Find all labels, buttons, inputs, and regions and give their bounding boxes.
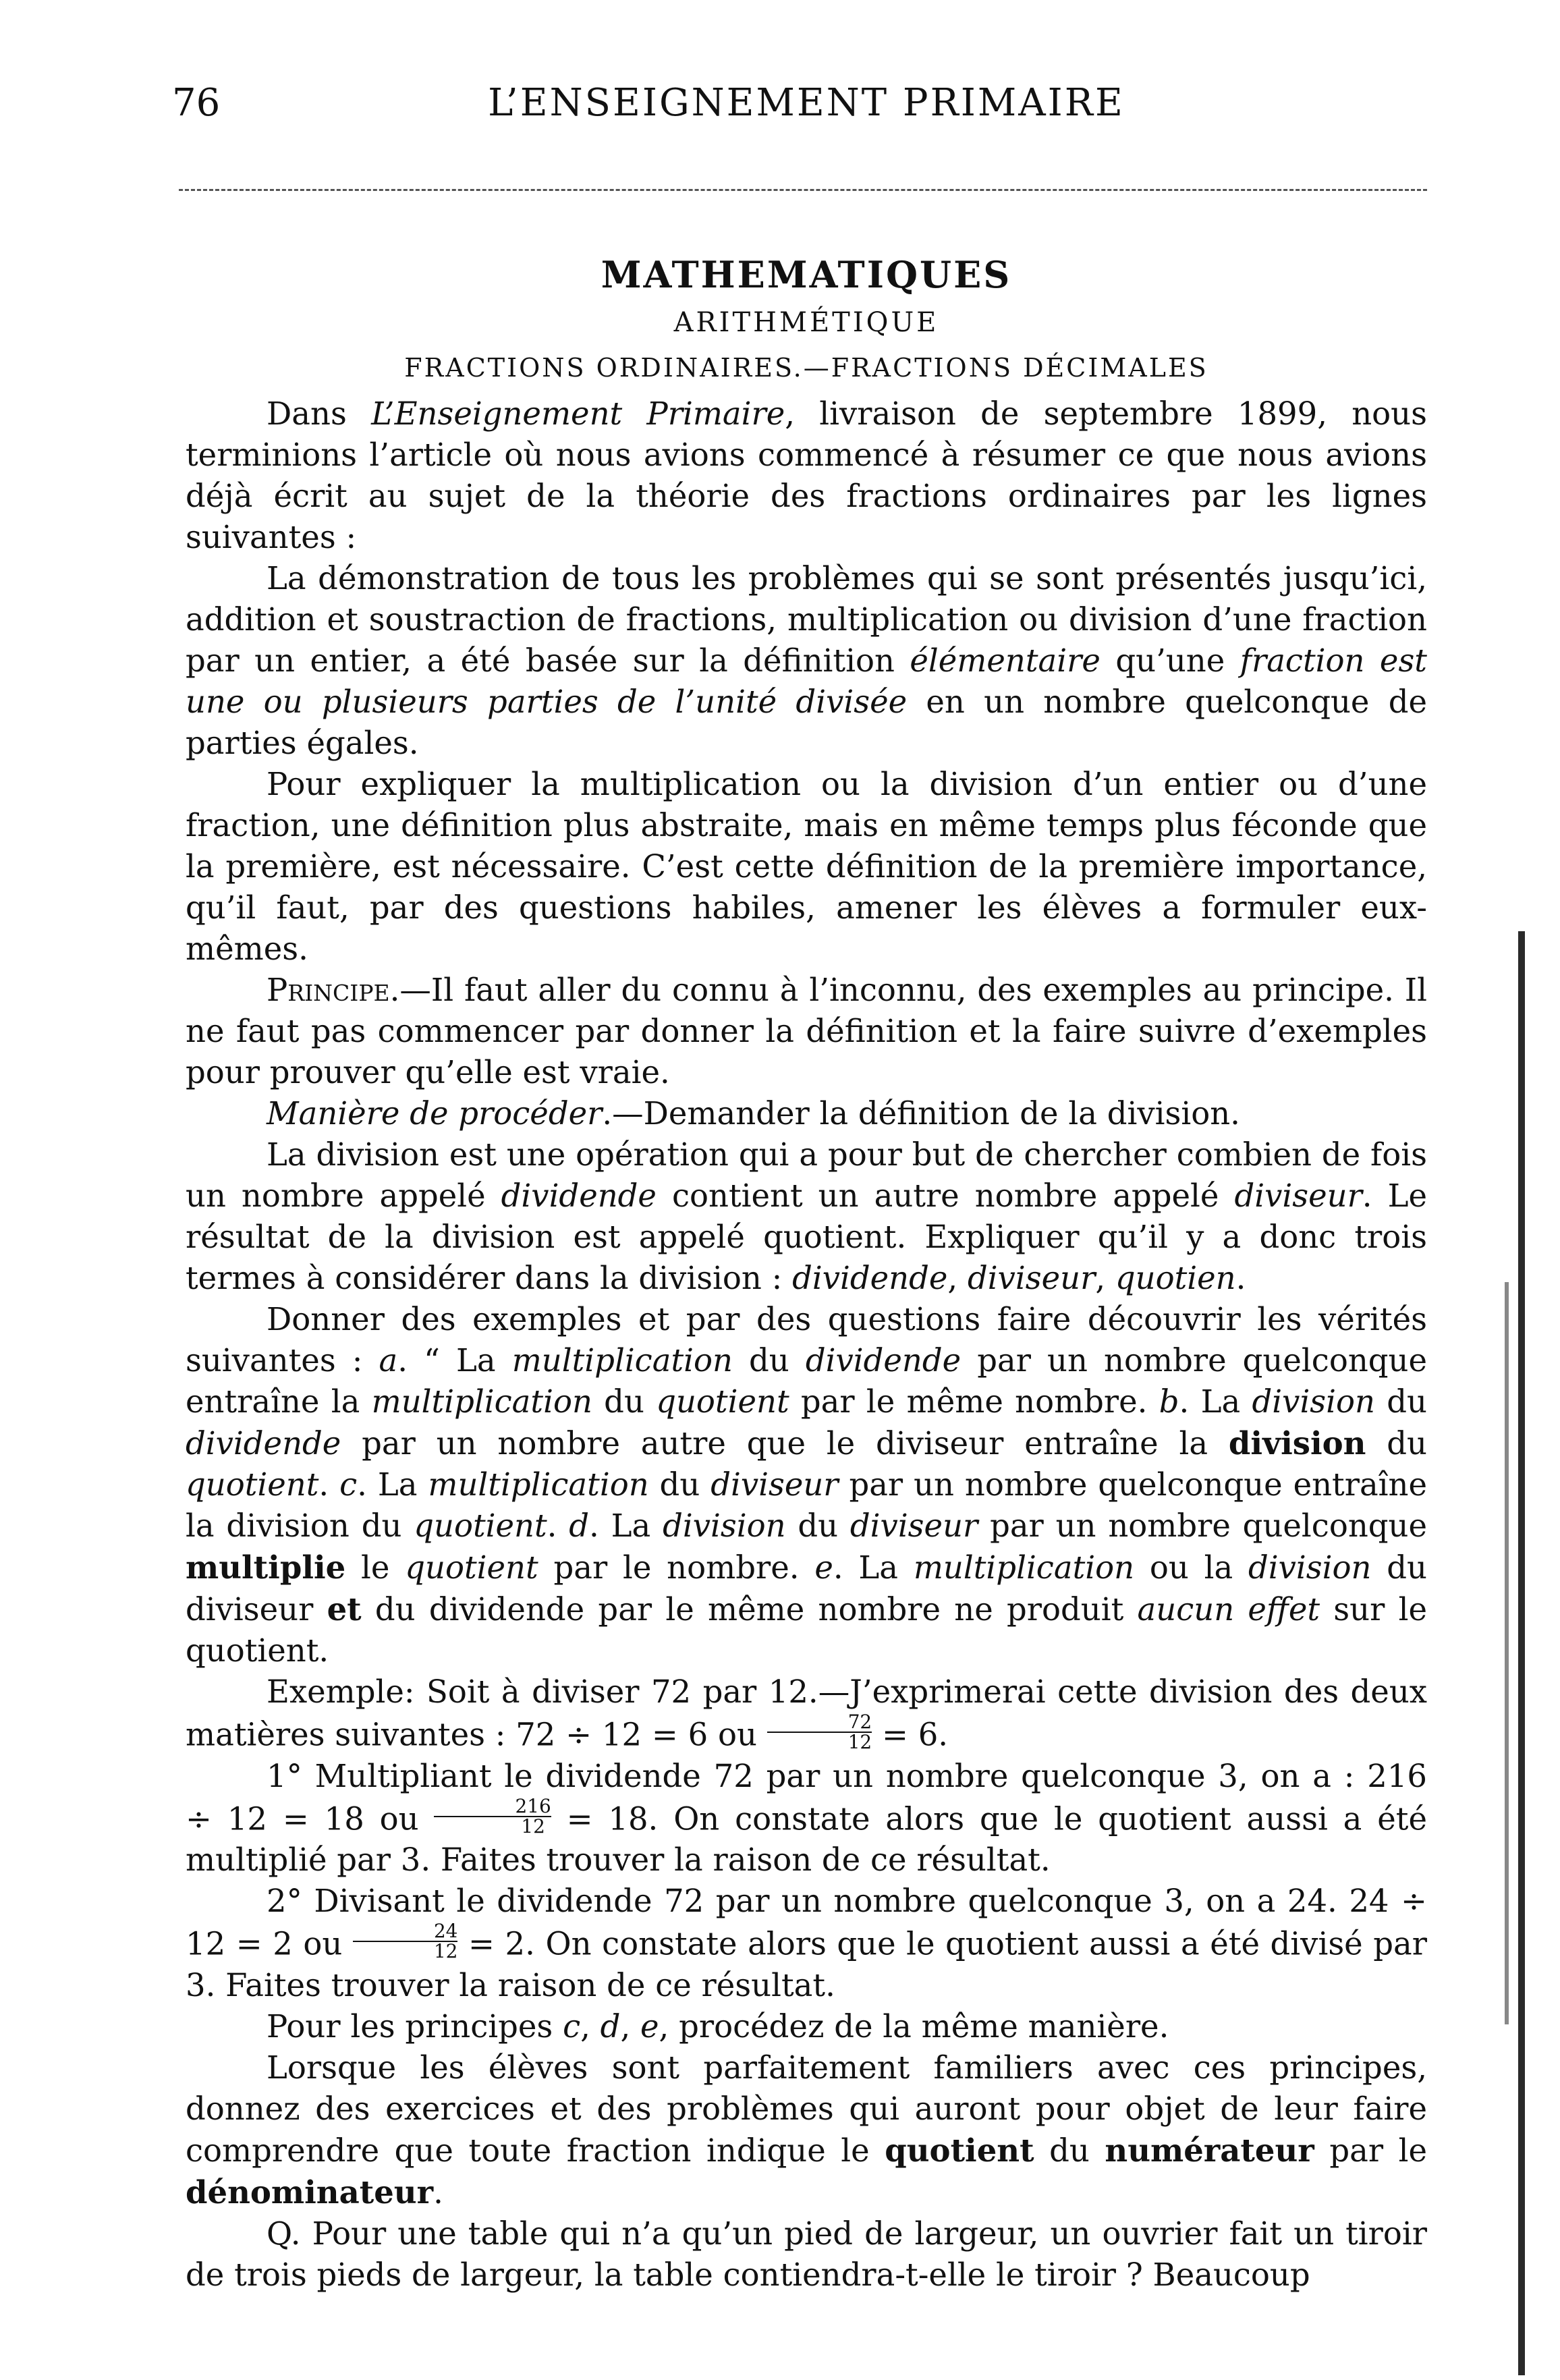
paragraph-intro: Dans L’Enseignement Primaire, livraison de septembre 1899, nous terminions l’article où nous avions commencé à résumer ce que nous avions déjà écrit au sujet de la théorie des fractions ordinaires par les lignes suivantes : xyxy=(186,395,1427,555)
fraction-24-12: $\frac{24}{12}$ xyxy=(353,1922,458,1961)
paragraph-demonstration: La démonstration de tous les problèmes qui se sont présentés jusqu’ici, addition et soustraction de fractions, multiplication ou division d’une fraction par un entier, a été basée sur la définition élémentaire qu’une fraction est une ou plusieurs parties de l’unité divisée en un nombre quelconque de parties égales. xyxy=(186,560,1428,761)
running-title: L’ENSEIGNEMENT PRIMAIRE xyxy=(488,81,1125,125)
page-header xyxy=(172,81,1427,128)
paragraph-expliquer: Pour expliquer la multiplication ou la division d’un entier ou d’une fraction, une définition plus abstraite, mais en même temps plus féconde que la première, est nécessaire. C’est cette définition de la première importance, qu’il faut, par des questions habiles, amener les élèves a formuler eux-mêmes. xyxy=(186,766,1427,967)
fraction-72-12: $\frac{72}{12}$ xyxy=(767,1713,872,1752)
page xyxy=(172,81,1428,2296)
page-edge-shadow-inner xyxy=(1505,1282,1509,2024)
header-rule xyxy=(179,189,1427,191)
section-title: MATHEMATIQUES xyxy=(601,253,1012,296)
fraction-216-12: $\frac{216}{12}$ xyxy=(434,1797,551,1836)
paragraph-division-definition: La division est une opération qui a pour but de chercher combien de fois un nombre appelé dividende contient un autre nombre appelé diviseur. Le résultat de la division est appelé quotient. Expliquer qu’il y a donc trois termes à considérer dans la division : dividende, diviseur, quotien. xyxy=(186,1136,1427,1296)
section-subtitle: ARITHMÉTIQUE xyxy=(673,307,939,338)
paragraph-divisant: 2° Divisant le dividende 72 par un nombre quelconque 3, on a 24. 24 ÷ 12 = 2 ou $\frac{24}{12}$ = 2. On constate alors que le quotient aussi a été divisé par 3. Faites trouver la raison de ce résultat. xyxy=(186,1883,1427,2004)
article-body xyxy=(186,393,1427,2296)
paragraph-multipliant: 1° Multipliant le dividende 72 par un nombre quelconque 3, on a : 216 ÷ 12 = 18 ou $\frac{216}{12}$ = 18. On constate alors que le quotient aussi a été multiplié par 3. Faites trouver la raison de ce résultat. xyxy=(186,1757,1427,1879)
page-edge-shadow xyxy=(1518,931,1525,2375)
paragraph-maniere: Manière de procéder.—Demander la définition de la division. xyxy=(267,1095,1240,1132)
section-subsubtitle: FRACTIONS ORDINAIRES.—FRACTIONS DÉCIMALES xyxy=(404,353,1208,383)
paragraph-principes-cde: Pour les principes c, d, e, procédez de la même manière. xyxy=(267,2008,1169,2045)
paragraph-lorsque: Lorsque les élèves sont parfaitement familiers avec ces principes, donnez des exercices et des problèmes qui auront pour objet de leur faire comprendre que toute fraction indique le quotient du numérateur par le dénominateur. xyxy=(186,2049,1428,2211)
paragraph-question: Q. Pour une table qui n’a qu’un pied de largeur, un ouvrier fait un tiroir de trois pieds de largeur, la table contiendra-t-elle le tiroir ? Beaucoup xyxy=(186,2215,1427,2294)
paragraph-verites: Donner des exemples et par des questions faire découvrir les vérités suivantes : a. “ La multiplication du dividende par un nombre quelconque entraîne la multiplication du quotient par le même nombre. b. La division du dividende par un nombre autre que le diviseur entraîne la division du quotient. c. La multiplication du diviseur par un nombre quelconque entraîne la division du quotient. d. La division du diviseur par un nombre quelconque multiplie le quotient par le nombre. e. La multiplication ou la division du diviseur et du dividende par le même nombre ne produit aucun effet sur le quotient. xyxy=(186,1301,1428,1669)
paragraph-exemple: Exemple: Soit à diviser 72 par 12.—J’exprimerai cette division des deux matières suivantes : 72 ÷ 12 = 6 ou $\frac{72}{12}$ = 6. xyxy=(186,1673,1427,1753)
page-number: 76 xyxy=(172,81,221,125)
paragraph-principe: Principe.—Il faut aller du connu à l’inconnu, des exemples au principe. Il ne faut pas commencer par donner la définition et la faire suivre d’exemples pour prouver qu’elle est vraie. xyxy=(186,972,1427,1090)
